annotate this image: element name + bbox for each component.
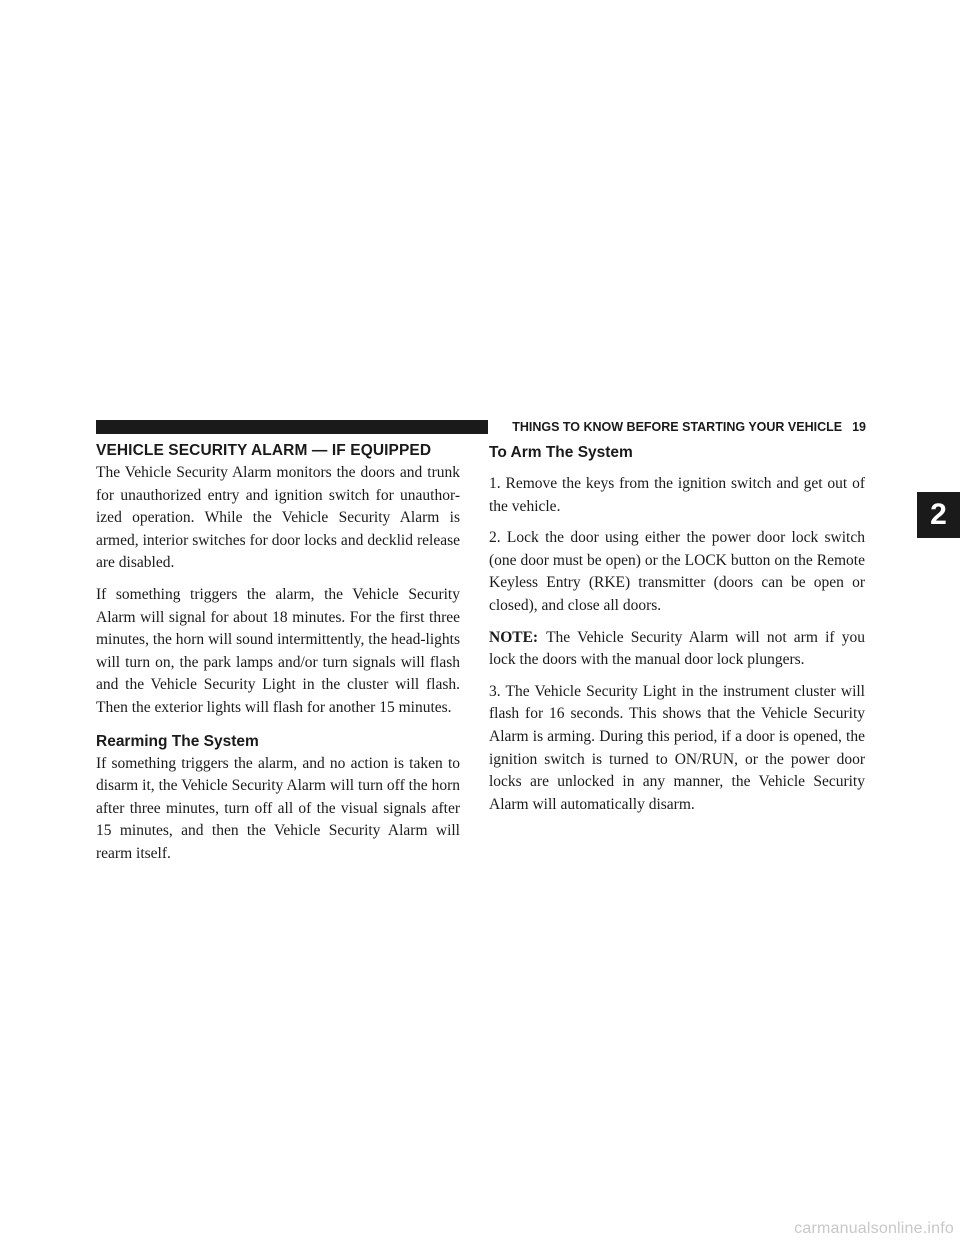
note-label: NOTE:	[489, 628, 539, 646]
rearming-paragraph: If something triggers the alarm, and no action is taken to disarm it, the Vehicle Security Alarm will turn off the horn after three minutes, turn off all of the visual signals after 15 minutes, and then the Vehicle Security Alarm will rearm itself.	[96, 754, 460, 862]
arm-system-heading: To Arm The System	[489, 444, 633, 461]
note-paragraph	[489, 627, 865, 672]
rearming-heading: Rearming The System	[96, 732, 259, 750]
section-heading: VEHICLE SECURITY ALARM — IF EQUIPPED	[96, 442, 432, 459]
page-number: 19	[852, 420, 866, 434]
step-1: 1. Remove the keys from the ignition switch and get out of the vehicle.	[489, 475, 865, 515]
intro-paragraph: The Vehicle Security Alarm monitors the doors and trunk for unauthorized entry and ignition switch for unauthor-ized operation. While the Vehicle Security Alarm is armed, interior switches for door locks and decklid release are disabled.	[96, 464, 460, 572]
alarm-triggered-paragraph: If something triggers the alarm, the Vehicle Security Alarm will signal for about 18 minutes. For the first three minutes, the horn will sound intermittently, the head-lights will turn on, the park lamps and/or turn signals will flash and the Vehicle Security Light in the cluster will flash. Then the exterior lights will flash for another 15 minutes.	[96, 585, 460, 716]
header-rule	[96, 420, 488, 434]
right-column	[489, 440, 865, 816]
chapter-tab: 2	[917, 492, 960, 538]
note-text: The Vehicle Security Alarm will not arm if you lock the doors with the manual door lock plungers.	[489, 628, 865, 669]
step-2: 2. Lock the door using either the power door lock switch (one door must be open) or the LOCK button on the Remote Keyless Entry (RKE) transmitter (doors can be open or closed), and close all doors.	[489, 529, 865, 614]
step-3: 3. The Vehicle Security Light in the instrument cluster will flash for 16 seconds. This shows that the Vehicle Security Alarm is arming. During this period, if a door is opened, the ignition switch is turned to ON/RUN, or the power door locks are unlocked in any manner, the Vehicle Security Alarm will automatically disarm.	[489, 682, 865, 813]
watermark: carmanualsonline.info	[794, 1220, 954, 1237]
running-header-title: THINGS TO KNOW BEFORE STARTING YOUR VEHICLE	[512, 420, 843, 434]
running-header	[496, 419, 866, 435]
left-column	[96, 440, 460, 866]
